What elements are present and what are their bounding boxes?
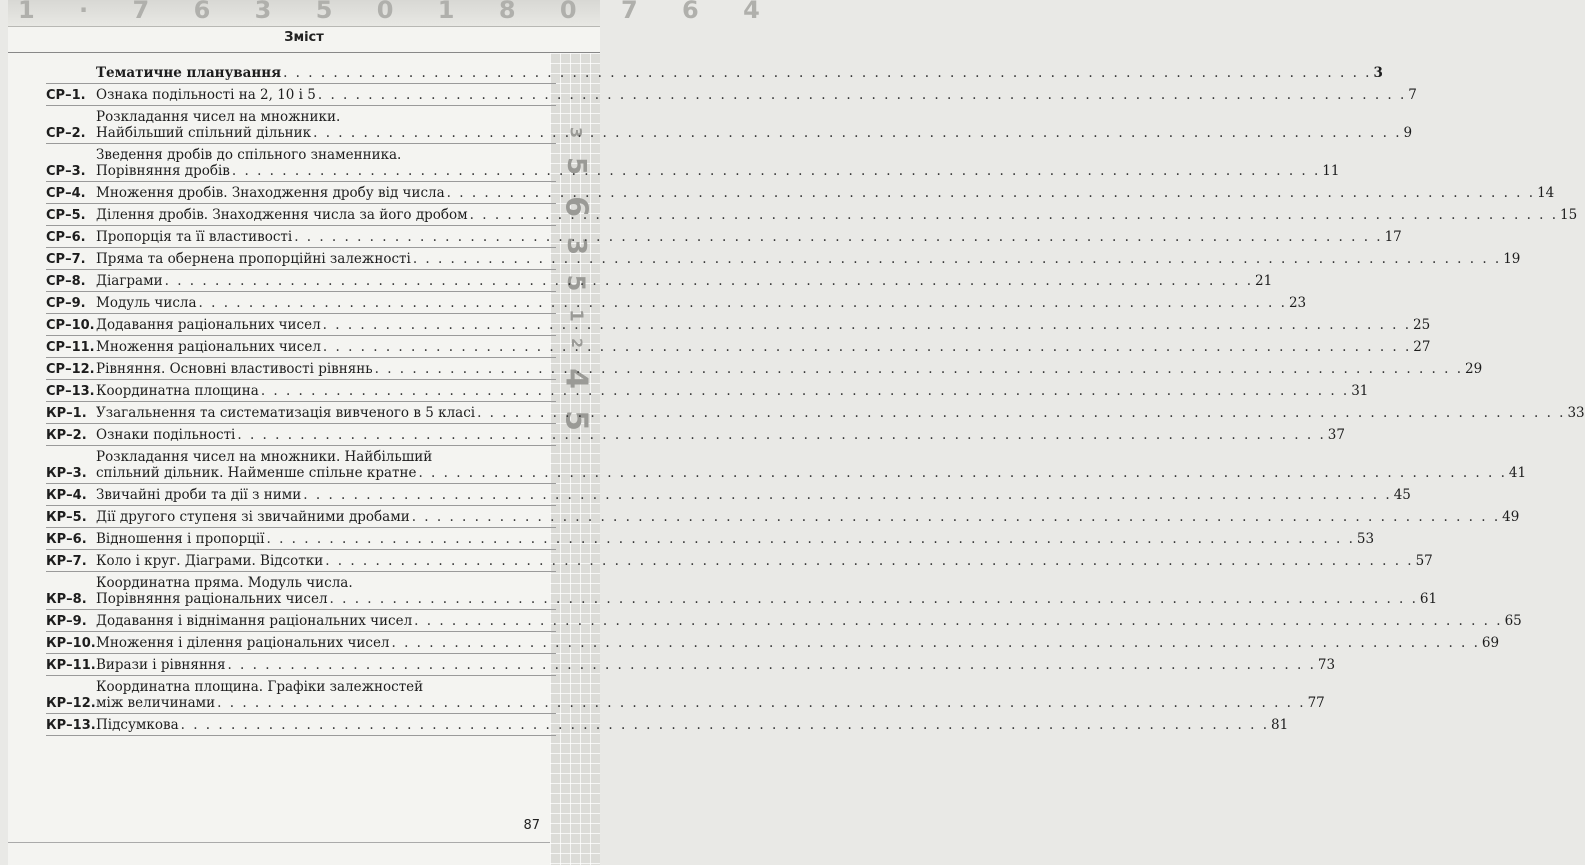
toc-row xyxy=(46,204,1578,226)
dot-leader xyxy=(283,65,1371,81)
toc-page-number: 57 xyxy=(1415,553,1433,569)
toc-title-line: Узагальнення та систематизація вивченого в 5 класі xyxy=(96,405,476,421)
page-number: 87 xyxy=(523,818,540,833)
toc-title-line: Координатна пряма. Модуль числа. xyxy=(96,575,353,591)
toc-code: КР–10. xyxy=(46,636,96,651)
toc-row xyxy=(46,270,1273,292)
toc-title xyxy=(96,405,1585,421)
dot-leader xyxy=(232,163,1320,179)
toc-row xyxy=(46,528,1375,550)
toc-row xyxy=(46,292,1307,314)
toc-row xyxy=(46,550,1433,572)
decorative-digit: 1 xyxy=(565,309,587,322)
toc-code: КР–9. xyxy=(46,614,87,629)
toc-code: КР–11. xyxy=(46,658,96,673)
dot-leader xyxy=(418,465,1506,481)
dot-leader xyxy=(199,295,1287,311)
toc-title-line: Діаграми xyxy=(96,273,163,289)
toc-code: СР–13. xyxy=(46,384,95,399)
table-of-contents xyxy=(46,62,1585,736)
toc-title-line: Дії другого ступеня зі звичайними дробами xyxy=(96,509,410,525)
toc-row xyxy=(46,610,1522,632)
toc-title-line: Розкладання чисел на множники. Найбільший xyxy=(96,449,433,465)
toc-title xyxy=(96,65,1383,81)
toc-title xyxy=(96,657,1336,673)
dot-leader xyxy=(323,339,1411,355)
toc-code: СР–8. xyxy=(46,274,86,289)
toc-title xyxy=(96,109,1413,141)
toc-title xyxy=(96,147,1340,179)
toc-title-line: Зведення дробів до спільного знаменника. xyxy=(96,147,402,163)
toc-title-line: Додавання раціональних чисел xyxy=(96,317,321,333)
toc-page-number: 65 xyxy=(1504,613,1522,629)
decorative-digit: 3 xyxy=(561,236,591,256)
toc-page-number: 23 xyxy=(1288,295,1307,311)
toc-row xyxy=(46,380,1369,402)
dot-leader xyxy=(237,427,1325,443)
toc-title-line: між величинами xyxy=(96,695,216,711)
toc-title xyxy=(96,361,1483,377)
dot-leader xyxy=(266,531,1354,547)
toc-code: СР–12. xyxy=(46,362,95,377)
toc-title-line: Модуль числа xyxy=(96,295,197,311)
toc-code: КР–6. xyxy=(46,532,87,547)
title-divider xyxy=(8,52,600,53)
toc-code: СР–7. xyxy=(46,252,86,267)
toc-row xyxy=(46,62,1383,84)
toc-page-number: 37 xyxy=(1327,427,1345,443)
toc-row xyxy=(46,248,1521,270)
toc-title xyxy=(96,509,1520,525)
toc-code: КР–4. xyxy=(46,488,87,503)
dot-leader xyxy=(330,591,1418,607)
toc-title xyxy=(96,635,1500,651)
toc-title-line: Підсумкова xyxy=(96,717,179,733)
toc-title-line: Порівняння раціональних чисел xyxy=(96,591,328,607)
dot-leader xyxy=(323,317,1411,333)
page xyxy=(8,0,1585,865)
dot-leader xyxy=(294,229,1382,245)
toc-title xyxy=(96,383,1369,399)
toc-page-number: 31 xyxy=(1351,383,1369,399)
toc-title-line: Пряма та обернена пропорційні залежності xyxy=(96,251,411,267)
toc-title-line: Множення дробів. Знаходження дробу від числа xyxy=(96,185,445,201)
toc-page-number: 73 xyxy=(1317,657,1336,673)
toc-title xyxy=(96,229,1402,245)
toc-row xyxy=(46,654,1336,676)
toc-title xyxy=(96,251,1521,267)
toc-title-line: Відношення і пропорції xyxy=(96,531,265,547)
toc-title-line: Координатна площина. Графіки залежностей xyxy=(96,679,424,695)
toc-page-number: 77 xyxy=(1307,695,1325,711)
toc-page-number: 15 xyxy=(1560,207,1578,223)
dot-leader xyxy=(261,383,1349,399)
toc-page-number: 14 xyxy=(1537,185,1555,201)
decorative-digit: 6 xyxy=(558,196,594,217)
toc-title-line: Вирази і рівняння xyxy=(96,657,226,673)
dot-leader xyxy=(303,487,1391,503)
toc-title-line: Порівняння дробів xyxy=(96,163,230,179)
toc-title-line: Звичайні дроби та дії з ними xyxy=(96,487,302,503)
dot-leader xyxy=(313,125,1401,141)
toc-row xyxy=(46,182,1555,204)
top-decorative-band xyxy=(8,0,778,27)
toc-page-number: 25 xyxy=(1413,317,1431,333)
decorative-digits: 1 · 7 6 3 5 0 1 8 0 7 6 4 xyxy=(18,0,778,24)
toc-title-line: спільний дільник. Найменше спільне кратне xyxy=(96,465,417,481)
toc-row xyxy=(46,714,1289,736)
toc-page-number: 9 xyxy=(1403,125,1413,141)
toc-code: КР–8. xyxy=(46,592,87,607)
toc-code: СР–6. xyxy=(46,230,86,245)
toc-code: КР–3. xyxy=(46,466,87,481)
toc-title-line: Ознаки подільності xyxy=(96,427,236,443)
toc-page-number: 69 xyxy=(1481,635,1500,651)
dot-leader xyxy=(447,185,1535,201)
decorative-digit: 5 xyxy=(562,274,590,292)
decorative-digit: 3 xyxy=(566,126,586,139)
toc-title xyxy=(96,531,1375,547)
toc-title xyxy=(96,613,1522,629)
page-title: Зміст xyxy=(284,30,324,45)
toc-code: КР–7. xyxy=(46,554,87,569)
toc-row xyxy=(46,144,1340,182)
toc-title xyxy=(96,87,1417,103)
toc-row xyxy=(46,402,1585,424)
toc-page-number: 7 xyxy=(1408,87,1417,103)
toc-page-number: 41 xyxy=(1508,465,1527,481)
decorative-digit: 5 xyxy=(561,156,591,176)
dot-leader xyxy=(217,695,1305,711)
toc-row xyxy=(46,358,1483,380)
toc-page-number: 61 xyxy=(1419,591,1438,607)
toc-title xyxy=(96,339,1431,355)
dot-leader xyxy=(392,635,1480,651)
toc-code: КР–12. xyxy=(46,696,96,711)
bottom-divider xyxy=(8,842,550,843)
toc-page-number: 11 xyxy=(1322,163,1340,179)
toc-title-line: Тематичне планування xyxy=(96,65,282,81)
toc-row xyxy=(46,84,1417,106)
dot-leader xyxy=(181,717,1269,733)
toc-title xyxy=(96,679,1325,711)
dot-leader xyxy=(375,361,1463,377)
toc-code: КР–1. xyxy=(46,406,87,421)
toc-page-number: 49 xyxy=(1502,509,1520,525)
toc-title-line: Множення раціональних чисел xyxy=(96,339,321,355)
toc-title xyxy=(96,717,1289,733)
toc-title xyxy=(96,185,1555,201)
dot-leader xyxy=(318,87,1406,103)
toc-page-number: 45 xyxy=(1393,487,1411,503)
toc-page-number: 33 xyxy=(1567,405,1585,421)
dot-leader xyxy=(165,273,1253,289)
toc-title-line: Пропорція та її властивості xyxy=(96,229,293,245)
toc-code: СР–2. xyxy=(46,126,86,141)
dot-leader xyxy=(470,207,1558,223)
toc-page-number: 19 xyxy=(1503,251,1521,267)
toc-page-number: 17 xyxy=(1384,229,1402,245)
dot-leader xyxy=(414,613,1502,629)
toc-title xyxy=(96,487,1411,503)
toc-code: СР–3. xyxy=(46,164,86,179)
toc-row xyxy=(46,632,1500,654)
toc-title-line: Ділення дробів. Знаходження числа за його дробом xyxy=(96,207,468,223)
toc-title xyxy=(96,553,1433,569)
toc-page-number: 27 xyxy=(1413,339,1431,355)
toc-code: КР–13. xyxy=(46,718,96,733)
toc-title-line: Розкладання чисел на множники. xyxy=(96,109,341,125)
toc-title-line: Додавання і віднімання раціональних чисел xyxy=(96,613,413,629)
toc-title xyxy=(96,273,1273,289)
toc-row xyxy=(46,314,1431,336)
toc-title-line: Множення і ділення раціональних чисел xyxy=(96,635,390,651)
toc-title-line: Коло і круг. Діаграми. Відсотки xyxy=(96,553,324,569)
toc-title xyxy=(96,449,1527,481)
toc-page-number: 3 xyxy=(1373,65,1383,81)
toc-title-line: Рівняння. Основні властивості рівнянь xyxy=(96,361,373,377)
toc-page-number: 53 xyxy=(1356,531,1375,547)
dot-leader xyxy=(412,509,1500,525)
toc-title xyxy=(96,427,1345,443)
toc-row xyxy=(46,676,1325,714)
toc-title xyxy=(96,317,1431,333)
decorative-digit: 4 xyxy=(558,368,594,389)
decorative-digit: 5 xyxy=(558,410,594,431)
toc-code: СР–5. xyxy=(46,208,86,223)
toc-title-line: Найбільший спільний дільник xyxy=(96,125,312,141)
dot-leader xyxy=(227,657,1315,673)
toc-page-number: 81 xyxy=(1271,717,1289,733)
toc-page-number: 29 xyxy=(1465,361,1483,377)
toc-code: СР–4. xyxy=(46,186,86,201)
toc-row xyxy=(46,572,1438,610)
toc-title-line: Ознака подільності на 2, 10 і 5 xyxy=(96,87,316,103)
toc-row xyxy=(46,446,1527,484)
toc-code: СР–9. xyxy=(46,296,86,311)
toc-code: КР–5. xyxy=(46,510,87,525)
dot-leader xyxy=(477,405,1565,421)
toc-row xyxy=(46,484,1411,506)
toc-row xyxy=(46,226,1402,248)
toc-code: СР–10. xyxy=(46,318,95,333)
toc-row xyxy=(46,106,1413,144)
toc-code: СР–11. xyxy=(46,340,95,355)
decorative-digit: 2 xyxy=(568,338,584,348)
dot-leader xyxy=(413,251,1501,267)
toc-title-line: Координатна площина xyxy=(96,383,259,399)
toc-title xyxy=(96,207,1578,223)
toc-row xyxy=(46,336,1431,358)
toc-page-number: 21 xyxy=(1255,273,1273,289)
toc-title xyxy=(96,295,1307,311)
toc-row xyxy=(46,506,1520,528)
toc-code: СР–1. xyxy=(46,88,86,103)
toc-row xyxy=(46,424,1345,446)
toc-code: КР–2. xyxy=(46,428,87,443)
toc-title xyxy=(96,575,1438,607)
dot-leader xyxy=(325,553,1413,569)
